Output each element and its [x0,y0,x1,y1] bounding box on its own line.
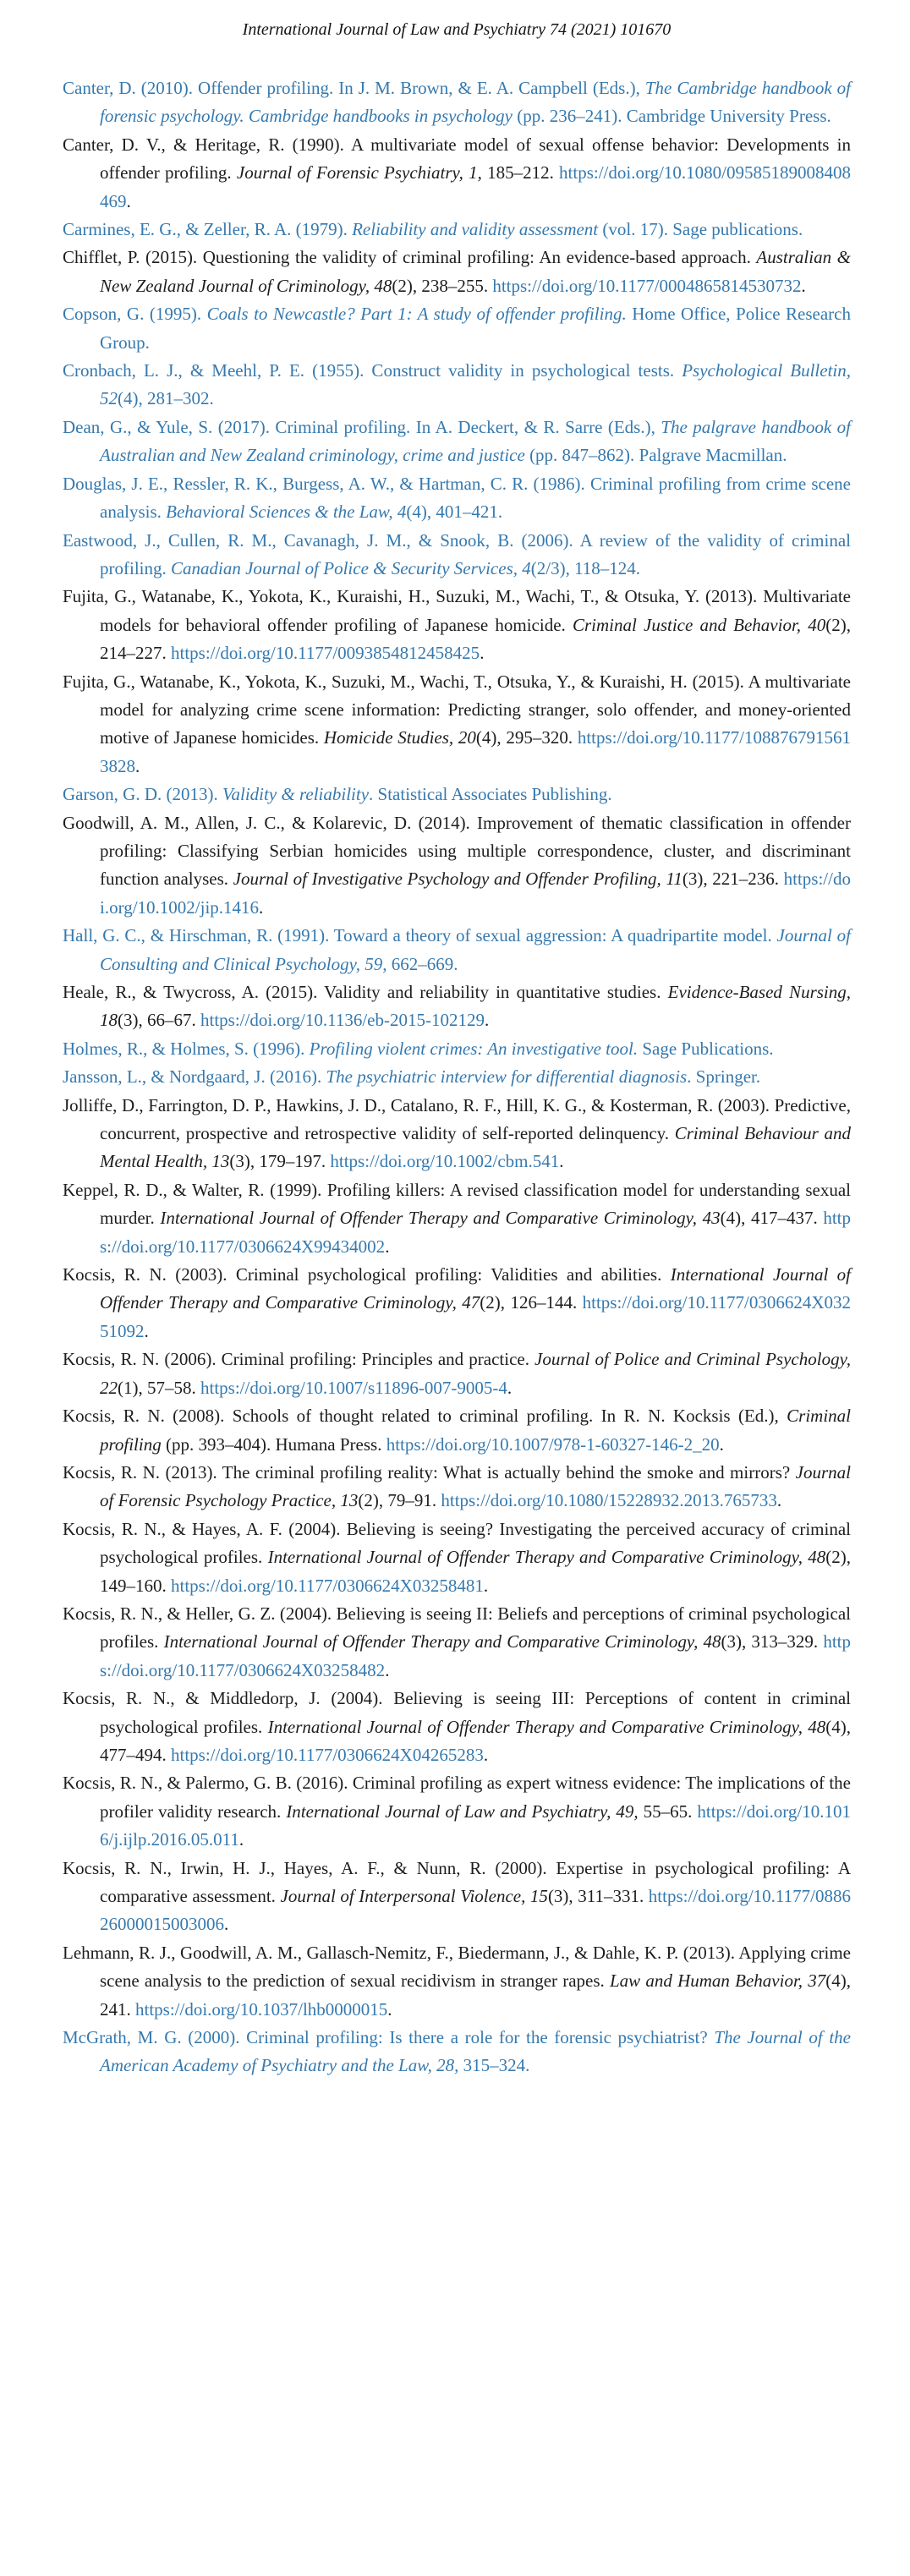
reference-text: . [126,190,131,211]
doi-link[interactable]: https://doi.org/10.1177/0306624X03251092 [100,1292,851,1341]
reference-item [63,527,851,584]
reference-link[interactable]: 662–669. [386,953,458,974]
doi-link[interactable]: https://doi.org/10.1002/cbm.541 [330,1151,560,1172]
reference-item [63,1685,851,1769]
reference-link[interactable]: The Journal of the American Academy of Psychiatry and the Law, 28, [100,2027,851,2076]
reference-item [63,244,851,300]
reference-link[interactable]: Behavioral Sciences & the Law, 4 [166,501,407,523]
reference-link[interactable]: Cronbach, L. J., & Meehl, P. E. (1955). Construct validity in psychological tests. [63,360,682,381]
reference-text: Fujita, G., Watanabe, K., Yokota, K., Kuraishi, H., Suzuki, M., Wachi, T., & Otsuka, Y. (2013). Multivariate models for behavioral offender profiling of Japanese homicide. [63,586,851,635]
reference-text: (1), 57–58. [118,1377,200,1398]
doi-link[interactable]: https://doi.org/10.1037/lhb0000015 [135,1998,388,2020]
doi-link[interactable]: https://doi.org/10.1177/0306624X03258482 [100,1631,851,1680]
reference-text: International Journal of Offender Therapy and Comparative Criminology, 48 [267,1547,826,1568]
reference-item [63,1402,851,1459]
reference-text: Fujita, G., Watanabe, K., Yokota, K., Suzuki, M., Wachi, T., Otsuka, Y., & Kuraishi, H. (2015). A multivariate model for analyzing crime scene information: Predicting stranger, solo offender, and money-oriented motive of Japanese homicides. [63,671,851,748]
reference-link[interactable]: Canter, D. (2010). Offender profiling. In J. M. Brown, & E. A. Campbell (Eds.), [63,78,645,98]
reference-text: (3), 179–197. [229,1151,331,1172]
reference-item [63,668,851,781]
reference-text: 55–65. [638,1800,698,1822]
reference-text: Journal of Forensic Psychiatry, 1, [236,162,482,184]
reference-item [63,1939,851,2024]
reference-text: Kocsis, R. N., & Middledorp, J. (2004). Believing is seeing III: Perceptions of content in criminal psychological profiles. [63,1688,851,1737]
reference-text: Criminal Behaviour and Mental Health, 13 [100,1123,851,1172]
doi-link[interactable]: https://doi.org/10.1177/0306624X03258481 [171,1575,484,1596]
doi-link[interactable]: https://doi.org/10.1177/0093854812458425 [171,643,480,664]
reference-text: (3), 313–329. [721,1631,824,1652]
doi-link[interactable]: https://doi.org/10.1177/0306624X99434002 [100,1208,851,1257]
reference-text: Kocsis, R. N. (2008). Schools of thought related to criminal profiling. In R. N. Kocksis (Ed.), [63,1406,787,1427]
reference-link[interactable]: Carmines, E. G., & Zeller, R. A. (1979). [63,219,353,240]
reference-text: (3), 66–67. [118,1010,200,1031]
reference-item [63,1092,851,1176]
reference-item [63,414,851,470]
reference-text: (4), 241. [100,1970,851,2020]
reference-text: (2), 149–160. [100,1547,851,1596]
reference-text: Journal of Interpersonal Violence, 15 [280,1886,548,1906]
reference-item [63,583,851,667]
reference-text: . [144,1320,149,1341]
reference-text: Kocsis, R. N., & Heller, G. Z. (2004). Believing is seeing II: Beliefs and perceptions of criminal psychological profiles. [63,1603,851,1652]
reference-text: (2), 238–255. [392,275,493,296]
reference-item [63,1769,851,1854]
reference-item [63,357,851,414]
reference-link[interactable]: Copson, G. (1995). [63,304,207,325]
reference-text: (2), 214–227. [100,614,851,664]
reference-link[interactable]: The Cambridge handbook of forensic psychology. Cambridge handbooks in psychology [100,78,852,127]
reference-link[interactable]: (pp. 847–862). Palgrave Macmillan. [524,445,787,466]
reference-link[interactable]: Home Office, Police Research Group. [100,304,851,353]
reference-text: Heale, R., & Twycross, A. (2015). Validity and reliability in quantitative studies. [63,982,668,1002]
reference-link[interactable]: Sage Publications. [638,1038,774,1059]
doi-link[interactable]: https://doi.org/10.1080/15228932.2013.765733 [441,1490,777,1511]
reference-link[interactable]: Garson, G. D. (2013). [63,784,222,805]
reference-text: International Journal of Offender Therapy and Comparative Criminology, 47 [100,1264,851,1313]
reference-text: Law and Human Behavior, 37 [610,1970,826,1992]
reference-link[interactable]: Eastwood, J., Cullen, R. M., Cavanagh, J. M., & Snook, B. (2006). A review of the validity of criminal profiling. [63,529,851,578]
reference-item [63,1176,851,1261]
reference-text: . [480,643,485,664]
reference-item [63,300,851,357]
reference-link[interactable]: Psychological Bulletin, 52 [100,360,852,409]
reference-text: (pp. 393–404). Humana Press. [161,1433,386,1455]
reference-text: Keppel, R. D., & Walter, R. (1999). Profiling killers: A revised classification model for understanding sexual murder. [63,1179,851,1229]
reference-item [63,1855,851,1939]
reference-text: . [385,1659,390,1680]
reference-link[interactable]: Coals to Newcastle? Part 1: A study of offender profiling. [206,304,627,325]
doi-link[interactable]: https://doi.org/10.1177/088626000015003006 [100,1886,851,1935]
reference-link[interactable]: Douglas, J. E., Ressler, R. K., Burgess, A. W., & Hartman, C. R. (1986). Criminal profiling from crime scene analysis. [63,473,851,523]
reference-text: Kocsis, R. N. (2006). Criminal profiling: Principles and practice. [63,1349,535,1370]
reference-item [63,1063,851,1091]
reference-text: Kocsis, R. N., Irwin, H. J., Hayes, A. F., & Nunn, R. (2000). Expertise in psychological profiling: A comparative assessment. [63,1857,851,1906]
reference-text: (4), 417–437. [720,1208,824,1229]
reference-text: Evidence-Based Nursing, 18 [100,982,851,1031]
reference-text: . [485,1010,490,1031]
reference-text: International Journal of Law and Psychiatry, 49, [286,1800,639,1822]
reference-link[interactable]: Profiling violent crimes: An investigative tool. [309,1038,639,1059]
reference-link[interactable]: Holmes, R., & Holmes, S. (1996). [63,1038,310,1059]
reference-text: . [776,1490,782,1511]
doi-link[interactable]: https://doi.org/10.1177/0004865814530732 [492,275,802,296]
reference-text: . [801,275,806,296]
reference-text: . [238,1829,244,1850]
reference-text: (2), 126–144. [480,1292,583,1313]
doi-link[interactable]: https://doi.org/10.1177/1088767915613828 [100,727,851,776]
doi-link[interactable]: https://doi.org/10.1080/09585189008408469 [100,162,851,211]
reference-text: (4), 477–494. [100,1716,851,1765]
reference-text: . [559,1151,564,1172]
doi-link[interactable]: https://doi.org/10.1016/j.ijlp.2016.05.011 [100,1800,851,1850]
reference-list [63,74,851,2080]
reference-item [63,1346,851,1402]
reference-text: Journal of Forensic Psychology Practice, 13 [100,1461,851,1511]
doi-link[interactable]: https://doi.org/10.1002/jip.1416 [100,869,851,918]
reference-item [63,781,851,808]
reference-text: . [135,755,140,776]
reference-link[interactable]: McGrath, M. G. (2000). Criminal profiling: Is there a role for the forensic psychiatrist? [63,2027,715,2048]
reference-link[interactable]: (4), 281–302. [118,388,214,409]
reference-item [63,1459,851,1515]
reference-item [63,922,851,978]
reference-text: . [259,896,264,918]
reference-text: Canter, D. V., & Heritage, R. (1990). A multivariate model of sexual offense behavior: Developments in offender profiling. [63,134,851,184]
doi-link[interactable]: https://doi.org/10.1007/978-1-60327-146-2_20 [386,1433,720,1455]
reference-text: . [387,1998,392,2020]
reference-link[interactable]: Dean, G., & Yule, S. (2017). Criminal profiling. In A. Deckert, & R. Sarre (Eds.), [63,416,661,437]
reference-text: Kocsis, R. N., & Palermo, G. B. (2016). Criminal profiling as expert witness evidence: The implications of the profiler validity research. [63,1773,851,1822]
reference-item [63,1261,851,1346]
reference-text: Homicide Studies, 20 [323,727,476,748]
reference-text: Chifflet, P. (2015). Questioning the validity of criminal profiling: An evidence-based approach. [63,247,757,268]
reference-text: Goodwill, A. M., Allen, J. C., & Kolarevic, D. (2014). Improvement of thematic classification in offender profiling: Classifying Serbian homicides using multiple correspondence, cluster, and discriminant function analyses. [63,812,851,890]
reference-item [63,131,851,216]
doi-link[interactable]: https://doi.org/10.1136/eb-2015-102129 [200,1010,485,1031]
running-head: International Journal of Law and Psychiatry 74 (2021) 101670 [242,20,672,39]
reference-link[interactable]: Reliability and validity assessment [352,219,599,240]
reference-text: Criminal profiling [100,1406,851,1455]
reference-item [63,74,851,131]
reference-text: Criminal Justice and Behavior, 40 [572,614,826,635]
reference-text: Journal of Investigative Psychology and Offender Profiling, 11 [233,869,682,890]
reference-text: (2), 79–91. [358,1490,441,1511]
reference-link[interactable]: (vol. 17). Sage publications. [598,219,803,240]
reference-text: Kocsis, R. N., & Hayes, A. F. (2004). Believing is seeing? Investigating the perceived accuracy of criminal psychological profiles. [63,1518,851,1568]
reference-link[interactable]: Journal of Consulting and Clinical Psychology, 59, [100,925,851,974]
reference-text: International Journal of Offender Therapy and Comparative Criminology, 48 [163,1631,721,1652]
reference-text: (3), 221–236. [682,869,784,890]
reference-link[interactable]: . Statistical Associates Publishing. [369,784,612,805]
reference-item [63,1600,851,1685]
reference-text: Jolliffe, D., Farrington, D. P., Hawkins, J. D., Catalano, R. F., Hill, K. G., & Kosterman, R. (2003). Predictive, concurrent, prospective and retrospective validity of self-reported delinquency. [63,1094,851,1144]
reference-text: Kocsis, R. N. (2003). Criminal psychological profiling: Validities and abilities. [63,1264,671,1285]
reference-item [63,1515,851,1600]
reference-item [63,809,851,923]
doi-link[interactable]: https://doi.org/10.1007/s11896-007-9005-4 [200,1377,507,1398]
reference-text: 185–212. [481,162,560,184]
reference-text: International Journal of Offender Therapy and Comparative Criminology, 43 [160,1208,721,1229]
reference-text: Lehmann, R. J., Goodwill, A. M., Gallasch-Nemitz, F., Biedermann, J., & Dahle, K. P. (2013). Applying crime scene analysis to the prediction of sexual recidivism in stranger rapes. [63,1942,851,1992]
reference-link[interactable]: Hall, G. C., & Hirschman, R. (1991). Toward a theory of sexual aggression: A quadripartite model. [63,925,777,946]
reference-text: Australian & New Zealand Journal of Criminology, 48 [100,247,851,296]
reference-text: . [483,1744,489,1765]
reference-text: . [719,1433,724,1455]
reference-text: . [483,1575,489,1596]
doi-link[interactable]: https://doi.org/10.1177/0306624X04265283 [171,1744,484,1765]
reference-link[interactable]: The palgrave handbook of Australian and New Zealand criminology, crime and justice [100,416,851,466]
reference-text: (3), 311–331. [547,1886,649,1906]
reference-link[interactable]: The psychiatric interview for differential diagnosis [326,1066,688,1088]
reference-text: . [507,1377,513,1398]
reference-item [63,216,851,244]
reference-text: Journal of Police and Criminal Psychology, 22 [100,1349,851,1398]
reference-item [63,1035,851,1063]
reference-item [63,470,851,527]
reference-link[interactable]: Validity & reliability [222,784,370,805]
reference-text: . [224,1914,229,1935]
reference-link[interactable]: 315–324. [458,2055,530,2076]
reference-item [63,978,851,1035]
reference-link[interactable]: (pp. 236–241). Cambridge University Press. [512,106,831,127]
reference-text: . [385,1236,390,1257]
reference-text: International Journal of Offender Therapy and Comparative Criminology, 48 [267,1716,826,1737]
reference-link[interactable]: . Springer. [687,1066,761,1088]
reference-link[interactable]: (4), 401–421. [406,501,503,523]
reference-text: (4), 295–320. [475,727,578,748]
reference-text: Kocsis, R. N. (2013). The criminal profiling reality: What is actually behind the smoke and mirrors? [63,1461,796,1483]
reference-link[interactable]: Canadian Journal of Police & Security Services, 4 [171,557,531,578]
reference-link[interactable]: (2/3), 118–124. [530,557,641,578]
reference-item [63,2024,851,2080]
reference-link[interactable]: Jansson, L., & Nordgaard, J. (2016). [63,1066,326,1088]
